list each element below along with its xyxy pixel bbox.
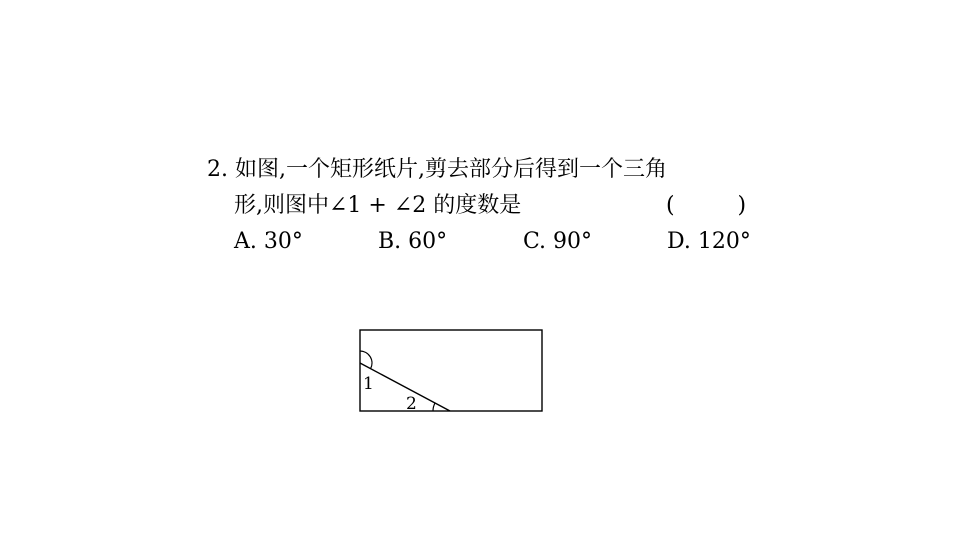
answer-blank: ( ) [666,193,747,218]
geometry-figure [350,320,550,420]
angle-label-1: 1 [363,374,374,394]
rectangle-outline [360,330,542,411]
options-row [207,224,807,260]
question-number: 2. [207,157,228,182]
angle-label-2: 2 [406,394,417,414]
option-b: B. 60° [378,229,448,254]
figure-svg [350,320,550,420]
angle-2-arc [433,403,435,411]
option-a: A. 30° [234,229,303,254]
question-stem-line-1: 如图,一个矩形纸片,剪去部分后得到一个三角 [235,157,667,182]
question-line-1 [207,152,807,188]
question-stem-line-2: 形,则图中∠1 + ∠2 的度数是 [234,193,522,218]
question-block [207,152,807,260]
option-d: D. 120° [667,229,751,254]
option-c: C. 90° [523,229,593,254]
